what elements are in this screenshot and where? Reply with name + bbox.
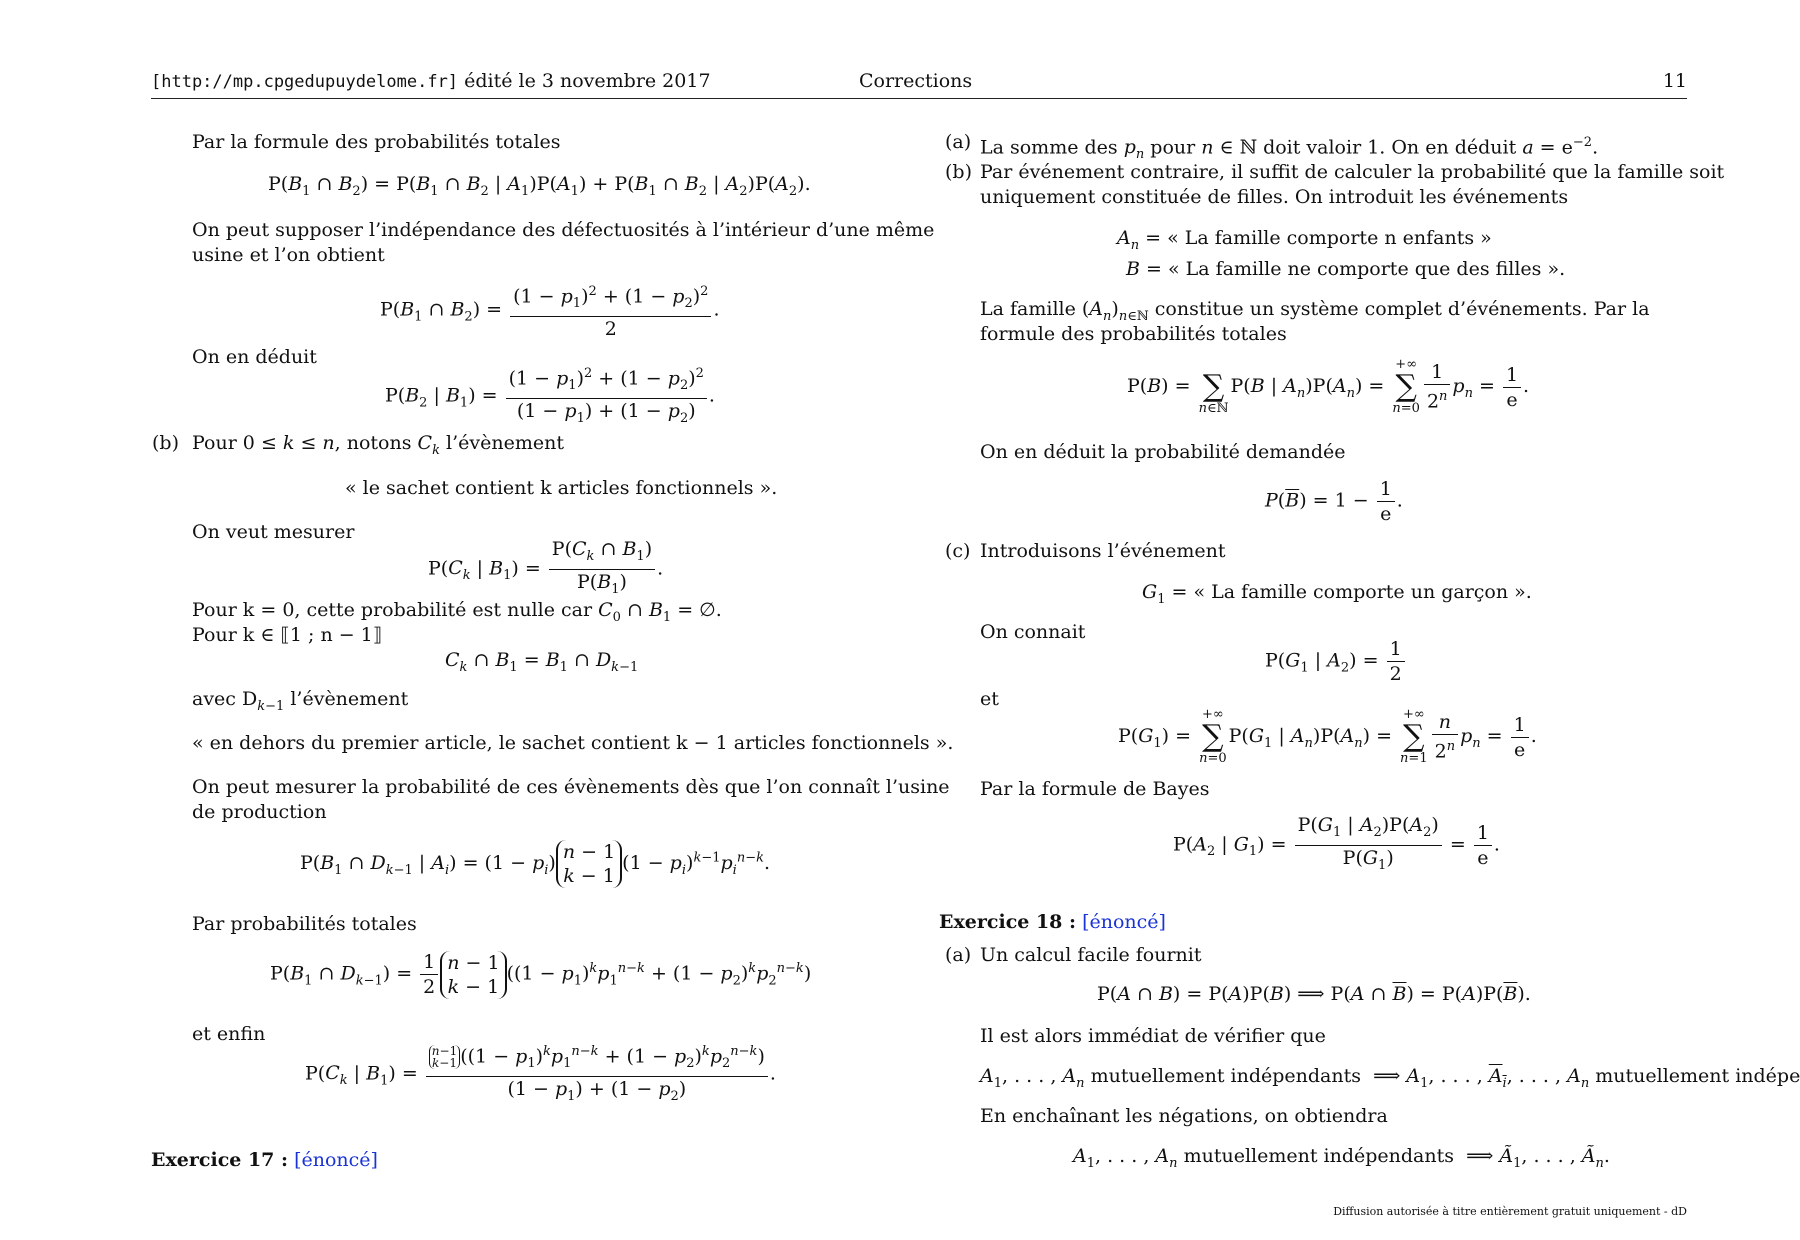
item-label-c: (c) [945,540,971,562]
event-b: B = « La famille ne comporte que des filles ». [1126,258,1566,280]
event-an: $A_n$ = « La famille comporte n enfants » [1117,227,1492,253]
header-section: Corrections [859,70,973,92]
text: « La famille comporte un garçon ». [1193,581,1532,603]
formula-ck-given-b1: $P(C_k$ | $B_1$) = $\frac{P(C_k \cap B_1)}{P(B_1)}$ . [428,538,664,597]
paragraph: Par événement contraire, il suffit de calculer la probabilité que la famille soit [980,161,1725,183]
exercise-18-heading [939,910,1166,935]
paragraph: avec $D_{k-1}$ l’évènement [192,688,409,714]
text: l’évènement [290,688,409,710]
paragraph: Pour 0 ≤ k ≤ n, notons $C_k$ l’évènement [192,432,564,458]
page-number: 11 [1662,70,1687,92]
paragraph: On connait [980,621,1086,643]
paragraph: La famille $(A_n)_{n\in ℕ}$ constitue un système complet d’événements. Par la [980,298,1650,324]
page-header [151,70,1687,99]
paragraph: Par probabilités totales [192,913,417,935]
formula-ck-b1-final: $P(C_k$ | $B_1$) = n−1 k−1 $((1 - p_1)^kp_1^{n-k} + (1 - p_2)^kp_2^{n-k})$ $(1 - p_1) + (1 - p_2)$ . [305,1040,776,1109]
paragraph: On peut supposer l’indépendance des défectuosités à l’intérieur d’une même [192,219,935,241]
paragraph: On peut mesurer la probabilité de ces évènements dès que l’on connaît l’usine [192,776,950,798]
paragraph: usine et l’on obtient [192,244,385,266]
formula-pg1: $P(G_1)$ = +∞ ∑ $n=0P(G_1$ | $A_n)P(A_n)$ = +∞ ∑ n=1 $\frac{n}{2^n}$ $p_n$ = $\frac{1}{e}$ . [1118,707,1537,766]
formula-tilde: $A_1$, . . . , $A_n$ mutuellement indépendants ⟹ $Ã_1$, . . . , $Ã_n$. [1073,1145,1610,1171]
formula-b1dk-given-ai: $P(B_1$ ∩ $D_{k-1}$ | $A_i) = (1 - p_i)$ n − 1 k − 1 $(1 - p_i)^{k-1}p_i^{n-k}$. [300,841,771,887]
formula-total-prob: $P(B_1$ ∩ $B_2) = P(B_1$ ∩ $B_2$ | $A_1)P(A_1) + P(B_1$ ∩ $B_2$ | $A_2)P(A_2)$. [268,173,811,199]
paragraph: de production [192,801,327,823]
item-label-b: (b) [152,432,179,454]
paragraph: On en déduit la probabilité demandée [980,441,1346,463]
event-def: « le sachet contient k articles fonctionnels ». [345,477,778,499]
text: constitue un système complet d’événements. Par la [1154,298,1650,320]
text: mutuellement indépe [1595,1065,1800,1087]
event-def: « en dehors du premier article, le sachet contient k − 1 articles fonctionnels ». [192,732,954,754]
text: avec D [192,688,258,710]
exercise-title: Exercice 18 : [939,911,1077,933]
formula-b1dk: $P(B_1$ ∩ $D_{k-1}$) = $\frac{1}{2}$ n − 1 k − 1 $((1 - p_1)^kp_1^{n-k} + (1 - p_2)^kp_2^{n-k})$ [270,951,812,998]
text: « La famille comporte n enfants » [1167,227,1492,249]
paragraph: et enfin [192,1023,266,1045]
paragraph: Pour k = 0, cette probabilité est nulle car $C_0$ ∩ $B_1$ = ∅. [192,599,722,625]
text: mutuellement indépendants [1183,1145,1454,1167]
formula-independence: P(A ∩ B) = P(A)P(B) ⟹ P(A ∩ $\overline{B}) = P(A)P(\overline{B})$. [1097,983,1531,1005]
header-edit-date: édité le 3 novembre 2017 [464,70,711,92]
item-label-a: (a) [945,944,972,966]
formula-b2-given-b1: $P(B_2$ | $B_1$) = $\frac{(1 - p_1)^2 + (1 - p_2)^2}{(1 - p_1) + (1 - p_2)}$ . [385,362,715,431]
paragraph: La somme des $p_n$ pour n ∈ ℕ doit valoir 1. On en déduit $a = e^{-2}$. [980,135,1599,163]
paragraph: Un calcul facile fournit [980,944,1202,966]
exercise-17-heading [151,1148,378,1173]
text: La somme des [980,136,1118,159]
event-g1: $G_1$ = « La famille comporte un garçon ». [1142,581,1532,607]
text: doit valoir 1. On en déduit [1263,136,1517,159]
item-label-a: (a) [945,131,972,153]
formula-mutual-indep: $A_1$, . . . , $A_n$ mutuellement indépendants ⟹ $A_1$, . . . , $A_i$, . . . , $A_n$ mutuellement indépe [980,1065,1800,1091]
formula-pb: P(B) = ∑ n∈ℕP(B | $A_n)P(A_n)$ = +∞ ∑ n=0 $\frac{1}{2^n}$ $p_n$ = $\frac{1}{e}$ . [1127,357,1530,416]
text: l’évènement [446,432,564,454]
paragraph: Introduisons l’événement [980,540,1226,562]
formula-g1-given-a2: $P(G_1$ | $A_2$) = $\frac{1}{2}$ [1265,637,1407,686]
paragraph: On veut mesurer [192,521,355,543]
text: Pour k = 0, cette probabilité est nulle car [192,599,593,621]
paragraph: Par la formule de Bayes [980,778,1210,800]
paragraph: Par la formule des probabilités totales [192,131,561,153]
formula-bayes: $P(A_2$ | $G_1$) = $\frac{P(G_1 | A_2)P(A_2)}{P(G_1)}$ = $\frac{1}{e}$ . [1173,814,1500,873]
statement-link[interactable]: [énoncé] [1082,911,1166,933]
header-url[interactable]: [http://mp.cpgedupuydelome.fr] [151,72,459,92]
header-source [151,70,711,92]
paragraph: et [980,688,999,710]
text: mutuellement indépendants [1090,1065,1361,1087]
item-label-b: (b) [945,161,972,183]
exercise-title: Exercice 17 : [151,1149,289,1171]
paragraph: En enchaînant les négations, on obtiendra [980,1105,1388,1127]
text: « La famille ne comporte que des filles ». [1167,258,1566,280]
footer-notice: Diffusion autorisée à titre entièrement gratuit uniquement - dD [1333,1205,1687,1218]
paragraph: uniquement constituée de filles. On introduit les événements [980,186,1569,208]
formula-ck-b1: $C_k$ ∩ $B_1 = B_1$ ∩ $D_{k-1}$ [445,649,639,675]
paragraph: Pour k ∈ ⟦1 ; n − 1⟧ [192,624,383,646]
paragraph: On en déduit [192,346,317,368]
statement-link[interactable]: [énoncé] [294,1149,378,1171]
formula-b1b2: $P(B_1$ ∩ $B_2$) = $\frac{(1 - p_1)^2 + (1 - p_2)^2}{2}$ . [380,280,719,341]
paragraph: Il est alors immédiat de vérifier que [980,1025,1326,1047]
formula-p-not-b: $P(\overline{B}) = 1$ − $\frac{1}{e}$ . [1265,478,1403,525]
paragraph: formule des probabilités totales [980,323,1287,345]
